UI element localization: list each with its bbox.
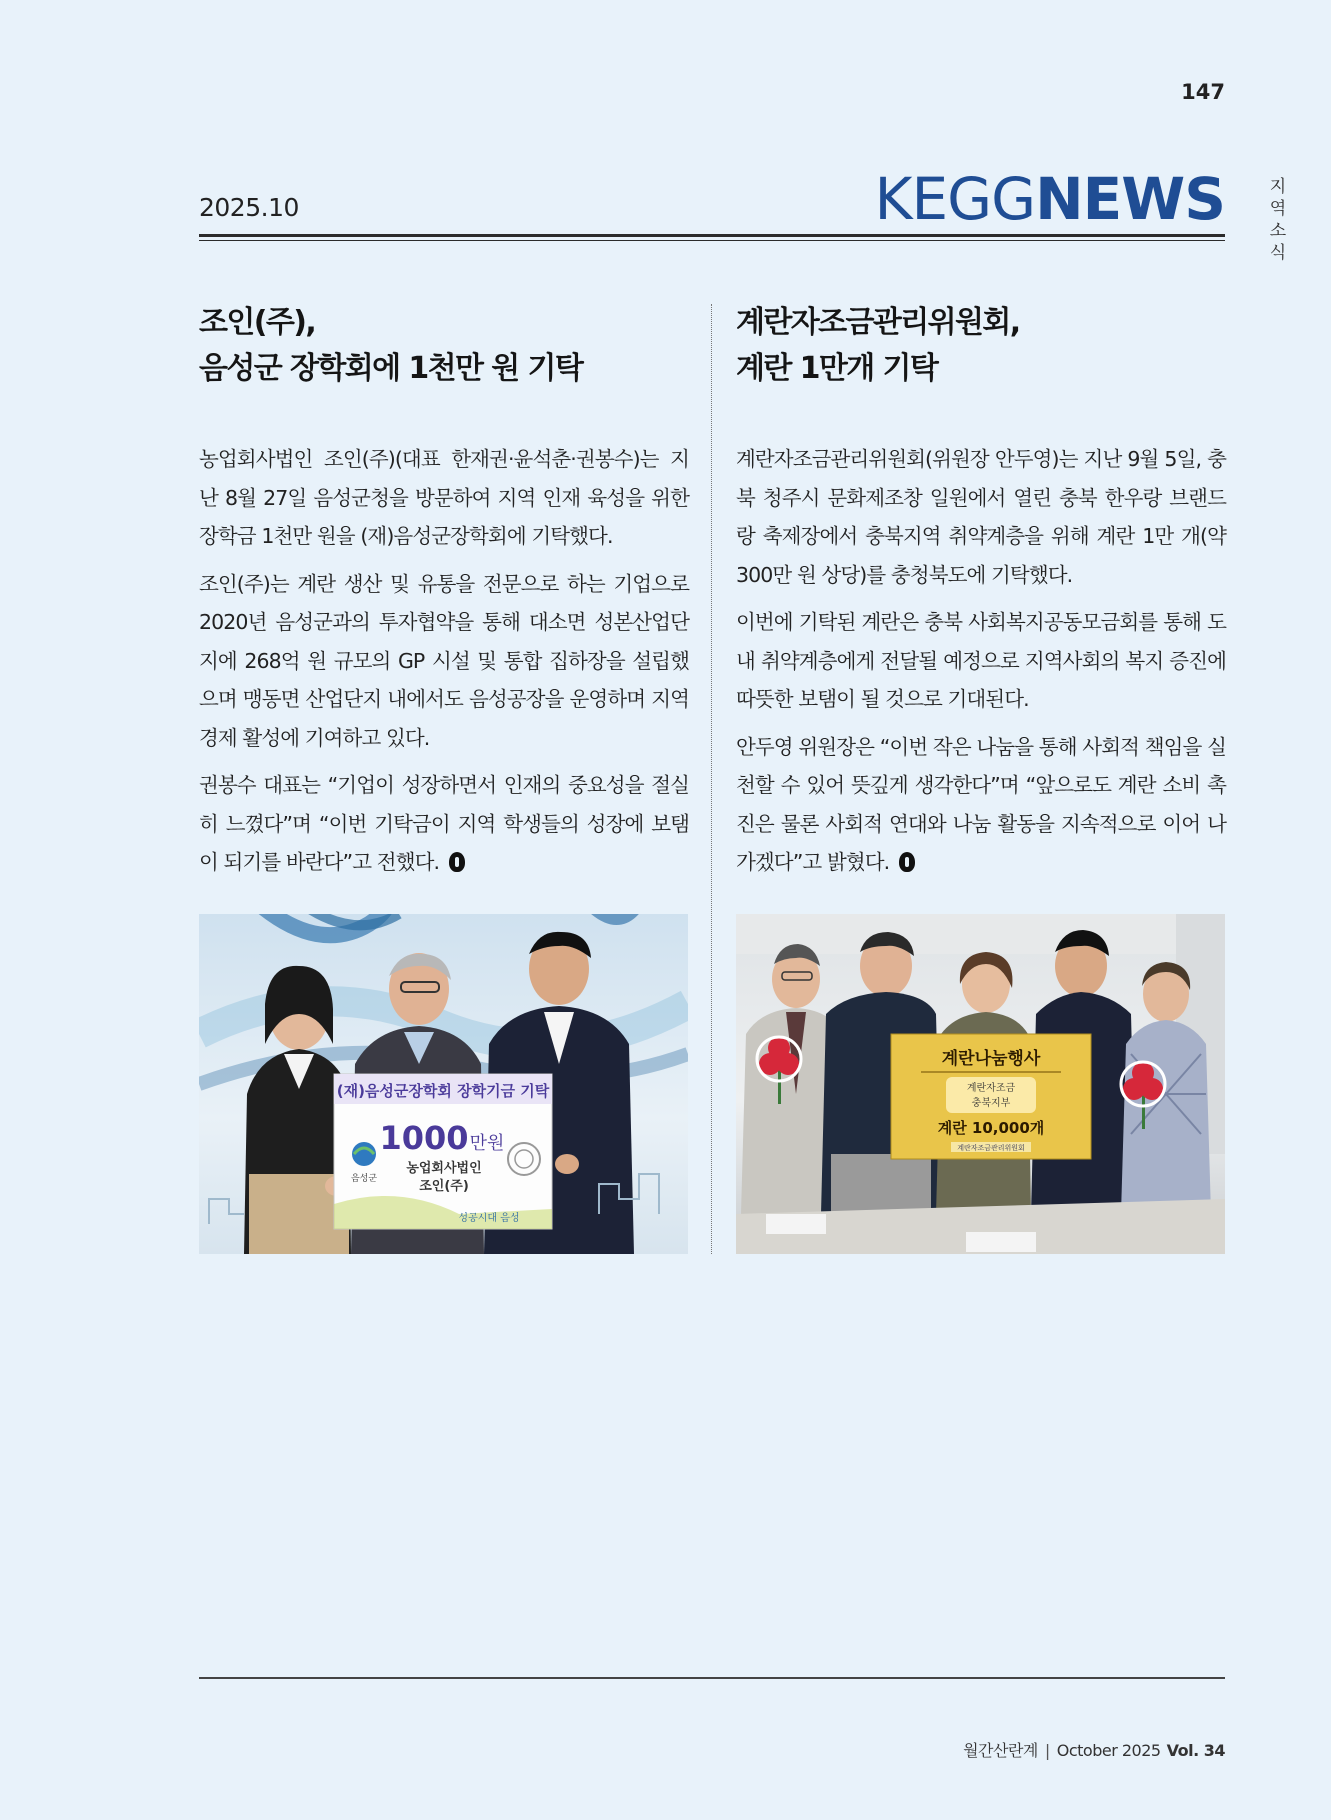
board-donor-line-2: 조인(주) [419,1179,469,1194]
header-rule [199,234,1225,237]
issue-date: 2025.10 [199,193,299,222]
footer-issue: October 2025 [1056,1741,1161,1760]
article-body [736,440,1226,882]
headline-line: 계란자조금관리위원회, [736,305,1020,340]
article-headline [199,300,689,440]
article-body [199,440,689,882]
board-amount: 계란 10,000개 [937,1119,1045,1137]
end-mark-icon [899,852,915,872]
footer-magazine: 월간산란계 [963,1741,1038,1760]
body-paragraph: 조인(주)는 계란 생산 및 유통을 전문으로 하는 기업으로 2020년 음성군과의 투자협약을 통해 대소면 성본산업단지에 268억 원 규모의 GP 시설 및 통합 집하장을 설립했으며 맹동면 산업단지 내에서도 음성공장을 운영하며 지역 경제 활성에 기여하고 있다. [199,571,689,750]
headline-line: 계란 1만개 기탁 [736,351,938,386]
body-paragraph-text: 권봉수 대표는 “기업이 성장하면서 인재의 중요성을 절실히 느꼈다”며 “이번 기탁금이 지역 학생들의 성장에 보탬이 되기를 바란다”고 전했다. [199,773,689,874]
article-right [736,300,1226,891]
footer-rule [199,1677,1225,1679]
brand-logo-bold: NEWS [1035,165,1225,233]
photo-egg-donation [736,914,1225,1254]
body-paragraph: 농업회사법인 조인(주)(대표 한재권·윤석춘·권봉수)는 지난 8월 27일 음성군청을 방문하여 지역 인재 육성을 위한 장학금 1천만 원을 (재)음성군장학회에 기탁했다. [199,447,689,548]
headline-line: 음성군 장학회에 1천만 원 기탁 [199,351,583,386]
brand-logo-light: KEGG [874,165,1036,233]
body-paragraph [736,728,1226,882]
board-sub-line-1: 계란자조금 [966,1083,1016,1094]
column-divider [711,304,712,1254]
board-logo-text: 음성군 [350,1174,378,1184]
board-donor-line-1: 농업회사법인 [406,1161,482,1176]
body-paragraph: 계란자조금관리위원회(위원장 안두영)는 지난 9월 5일, 충북 청주시 문화제조창 일원에서 열린 충북 한우랑 브랜드랑 축제장에서 충북지역 취약계층을 위해 계란 1만 개(약 300만 원 상당)를 충청북도에 기탁했다. [736,447,1226,587]
board-unit: 만원 [469,1133,505,1154]
section-tag: 지역 소식 [1269,177,1287,263]
body-paragraph: 이번에 기탁된 계란은 충북 사회복지공동모금회를 통해 도내 취약계층에게 전달될 예정으로 지역사회의 복지 증진에 따뜻한 보탬이 될 것으로 기대된다. [736,610,1226,711]
board-footer: 성공시대 음성 [458,1213,520,1224]
headline-line: 조인(주), [199,305,316,340]
board-amount: 1000 [379,1119,469,1157]
board-footer: 계란자조금관리위원회 [957,1144,1025,1152]
brand-logo [875,164,1226,234]
board-sub-line-2: 충북지부 [971,1098,1011,1109]
footer-volume: Vol. 34 [1166,1741,1225,1760]
end-mark-icon [449,852,465,872]
page-number: 147 [1181,80,1225,104]
header-rule-thin [199,240,1225,241]
board-title: (재)음성군장학회 장학기금 기탁 [336,1082,550,1100]
board-title: 계란나눔행사 [941,1049,1041,1069]
body-paragraph [199,766,689,882]
footer-separator: | [1044,1741,1050,1760]
body-paragraph-text: 안두영 위원장은 “이번 작은 나눔을 통해 사회적 책임을 실천할 수 있어 뜻깊게 생각한다”며 “앞으로도 계란 소비 촉진은 물론 사회적 연대와 나눔 활동을 지속적으로 이어 나가겠다”고 밝혔다. [736,734,1226,874]
footer [963,1738,1225,1761]
article-left [199,300,689,891]
photo-scholarship-donation [199,914,688,1254]
article-headline [736,300,1226,440]
